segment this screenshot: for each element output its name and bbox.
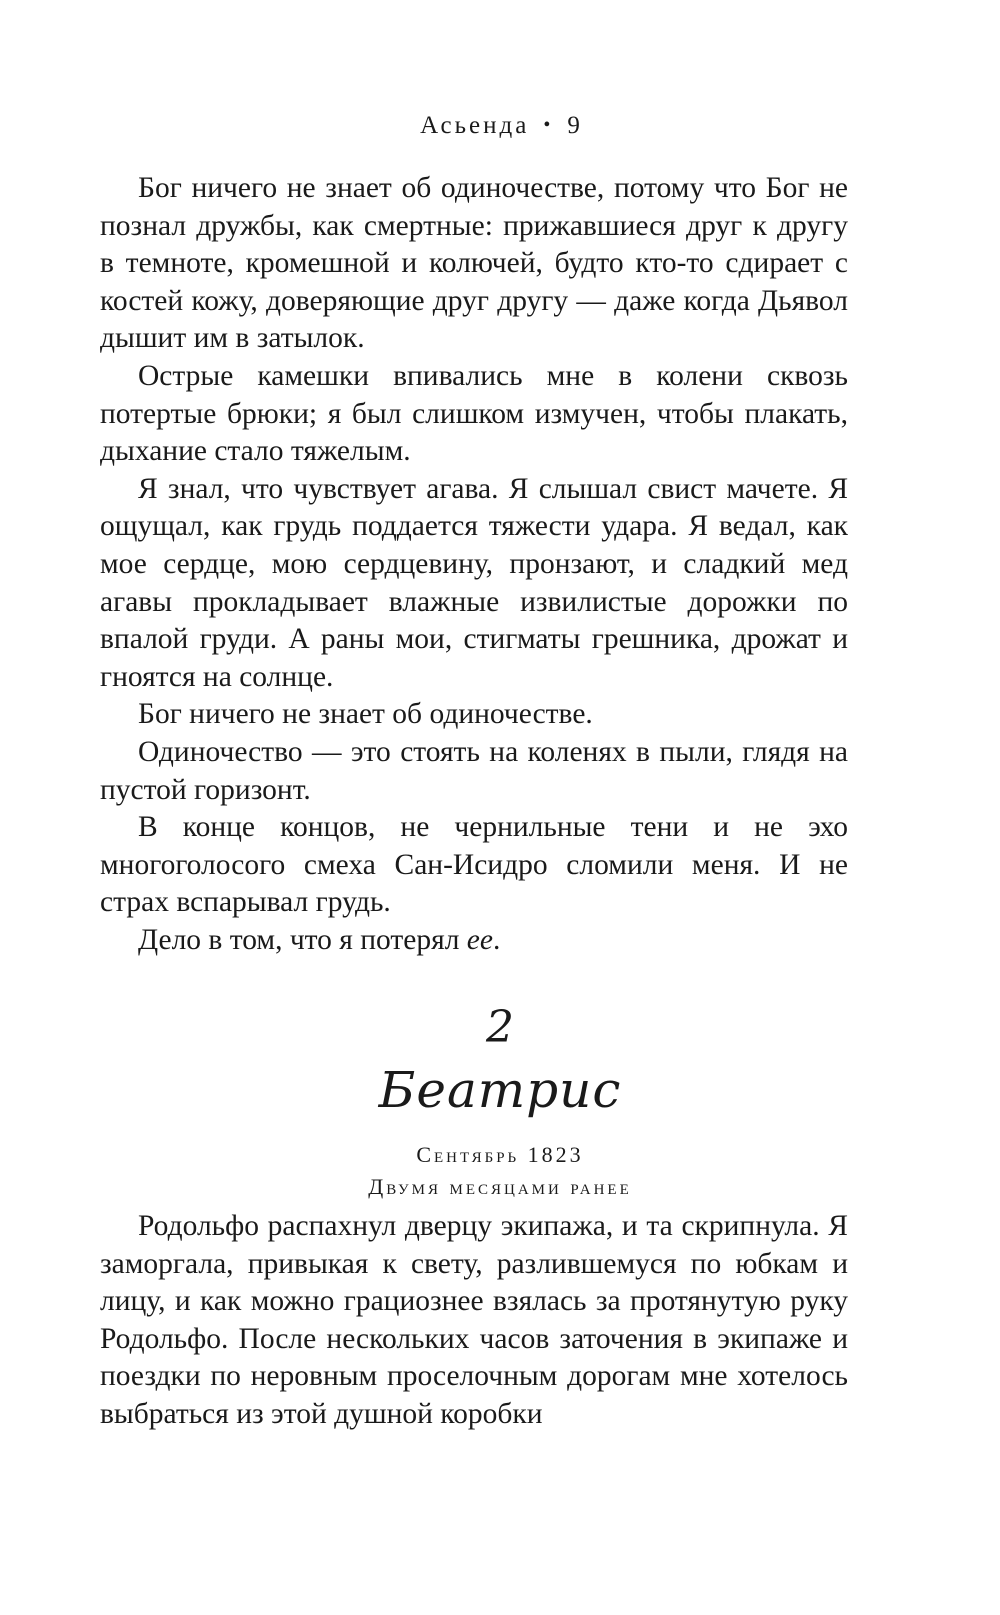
paragraph: В конце концов, не чернильные тени и не эхо многоголосого смеха Сан-Исидро сломили меня. И не страх вспарывал грудь. — [100, 811, 848, 919]
paragraph: Бог ничего не знает об одиночестве. — [138, 698, 593, 731]
running-head — [0, 112, 1000, 140]
last-paragraph — [100, 922, 848, 960]
opening-paragraph: Родольфо распахнул дверцу экипажа, и та скрипнула. Я заморгала, привыкая к свету, разлившемуся по юбкам и лицу, и как можно грациознее взялась за протянутую руку Родольфо. После нескольких часов заточения в экипаже и поездки по неровным проселочным дорогам мне хотелось выбраться из этой душной коробки — [100, 1210, 848, 1430]
chapter-time-note: Двумя месяцами ранее — [368, 1174, 632, 1199]
chapter-opening-text — [100, 1208, 848, 1434]
paragraph: Острые камешки впивались мне в колени сквозь потертые брюки; я был слишком измучен, чтобы плакать, дыхание стало тяжелым. — [100, 359, 848, 468]
running-title: Асьенда — [420, 112, 530, 139]
emphasis-word: ее — [466, 923, 493, 956]
page-number: 9 — [567, 112, 580, 139]
chapter-title: Беатрис — [378, 1061, 622, 1119]
section-end-text — [100, 170, 848, 959]
paragraph: Я знал, что чувствует агава. Я слышал свист мачете. Я ощущал, как грудь поддается тяжести удара. Я ведал, как мое сердце, мою сердцевину, пронзают, и сладкий мед агавы прокладывает влажные извилистые дорожки по впалой груди. А раны мои, стигматы грешника, дрожат и гноятся на солнце. — [100, 472, 848, 693]
chapter-date: Сентябрь 1823 — [416, 1142, 584, 1167]
bullet-separator: • — [543, 114, 554, 136]
chapter-number: 2 — [486, 1002, 514, 1053]
last-paragraph-end: . — [492, 923, 501, 956]
paragraph: Бог ничего не знает об одиночестве, потому что Бог не познал дружбы, как смертные: прижавшиеся друг к другу в темноте, кромешной и колючей, будто кто-то сдирает с костей кожу, доверяющие друг другу — даже когда Дьявол дышит им в затылок. — [100, 172, 848, 355]
last-paragraph-text: Дело в том, что я потерял — [138, 923, 467, 956]
paragraph: Одиночество — это стоять на коленях в пыли, глядя на пустой горизонт. — [100, 735, 848, 806]
